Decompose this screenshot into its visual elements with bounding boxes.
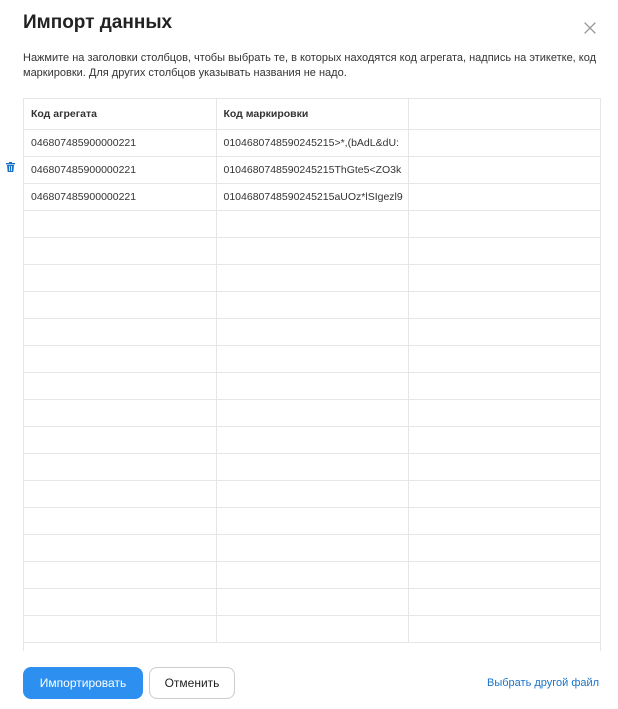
trash-icon[interactable] (6, 162, 15, 172)
empty-table-row (24, 264, 600, 291)
empty-table-cell (216, 399, 408, 426)
empty-table-cell (408, 372, 600, 399)
empty-table-cell (408, 453, 600, 480)
empty-table-row (24, 372, 600, 399)
empty-table-row (24, 453, 600, 480)
empty-table-cell (24, 615, 216, 642)
table-row (24, 156, 600, 183)
empty-table-row (24, 480, 600, 507)
choose-another-file-link[interactable]: Выбрать другой файл (487, 677, 600, 689)
empty-table-cell (24, 372, 216, 399)
empty-table-cell (408, 210, 600, 237)
empty-table-cell (408, 588, 600, 615)
data-table-container[interactable] (23, 98, 601, 651)
empty-table-row (24, 345, 600, 372)
empty-table-cell (216, 453, 408, 480)
empty-table-cell (216, 237, 408, 264)
empty-table-row (24, 534, 600, 561)
empty-table-row (24, 588, 600, 615)
empty-table-cell (408, 534, 600, 561)
table-cell: 0104680748590245215>*,(bAdL&dU: (216, 129, 408, 156)
empty-table-cell (216, 291, 408, 318)
empty-table-row (24, 615, 600, 642)
cancel-button[interactable]: Отменить (149, 667, 235, 699)
empty-table-row (24, 237, 600, 264)
empty-table-cell (24, 534, 216, 561)
empty-table-cell (408, 507, 600, 534)
empty-table-row (24, 318, 600, 345)
empty-table-cell (24, 291, 216, 318)
empty-table-cell (408, 237, 600, 264)
empty-table-cell (408, 264, 600, 291)
empty-table-row (24, 291, 600, 318)
empty-table-cell (216, 561, 408, 588)
empty-table-row (24, 210, 600, 237)
empty-table-row (24, 507, 600, 534)
table-row (24, 183, 600, 210)
instruction-text: Нажмите на заголовки столбцов, чтобы выбрать те, в которых находятся код агрегата, надпись на этикетке, код маркировки. Для других столбцов указывать названия не надо. (23, 52, 597, 79)
table-cell (408, 156, 600, 183)
import-button[interactable]: Импортировать (23, 667, 143, 699)
empty-table-row (24, 426, 600, 453)
empty-table-cell (408, 399, 600, 426)
table-cell: 046807485900000221 (24, 156, 216, 183)
column-header-marking-code[interactable]: Код маркировки (216, 99, 408, 129)
empty-table-cell (24, 237, 216, 264)
empty-table-cell (408, 318, 600, 345)
empty-table-cell (408, 426, 600, 453)
close-icon[interactable] (582, 20, 598, 36)
empty-table-cell (216, 318, 408, 345)
table-cell (408, 183, 600, 210)
empty-table-cell (24, 507, 216, 534)
empty-table-cell (24, 264, 216, 291)
empty-table-cell (216, 426, 408, 453)
empty-table-cell (216, 534, 408, 561)
dialog-title: Импорт данных (23, 12, 173, 33)
table-header-row (24, 99, 600, 129)
empty-table-cell (24, 588, 216, 615)
table-cell: 046807485900000221 (24, 129, 216, 156)
table-row (24, 129, 600, 156)
empty-table-cell (216, 588, 408, 615)
empty-table-cell (216, 264, 408, 291)
table-cell (408, 129, 600, 156)
empty-table-cell (408, 480, 600, 507)
empty-table-cell (216, 480, 408, 507)
empty-table-cell (24, 561, 216, 588)
column-header-aggregate-code[interactable]: Код агрегата (24, 99, 216, 129)
empty-table-cell (408, 561, 600, 588)
table-cell: 046807485900000221 (24, 183, 216, 210)
data-table (24, 99, 600, 643)
table-cell: 0104680748590245215aUOz*lSIgezl9 (216, 183, 408, 210)
empty-table-cell (408, 291, 600, 318)
empty-table-cell (216, 372, 408, 399)
empty-table-cell (216, 210, 408, 237)
empty-table-row (24, 399, 600, 426)
empty-table-row (24, 561, 600, 588)
empty-table-cell (24, 453, 216, 480)
empty-table-cell (24, 480, 216, 507)
table-cell: 0104680748590245215ThGte5<ZO3k (216, 156, 408, 183)
empty-table-cell (24, 426, 216, 453)
empty-table-cell (24, 345, 216, 372)
column-header-unassigned[interactable] (408, 99, 600, 129)
empty-table-cell (216, 345, 408, 372)
empty-table-cell (408, 615, 600, 642)
empty-table-cell (24, 210, 216, 237)
empty-table-cell (216, 507, 408, 534)
empty-table-cell (408, 345, 600, 372)
empty-table-cell (24, 399, 216, 426)
empty-table-cell (24, 318, 216, 345)
empty-table-cell (216, 615, 408, 642)
